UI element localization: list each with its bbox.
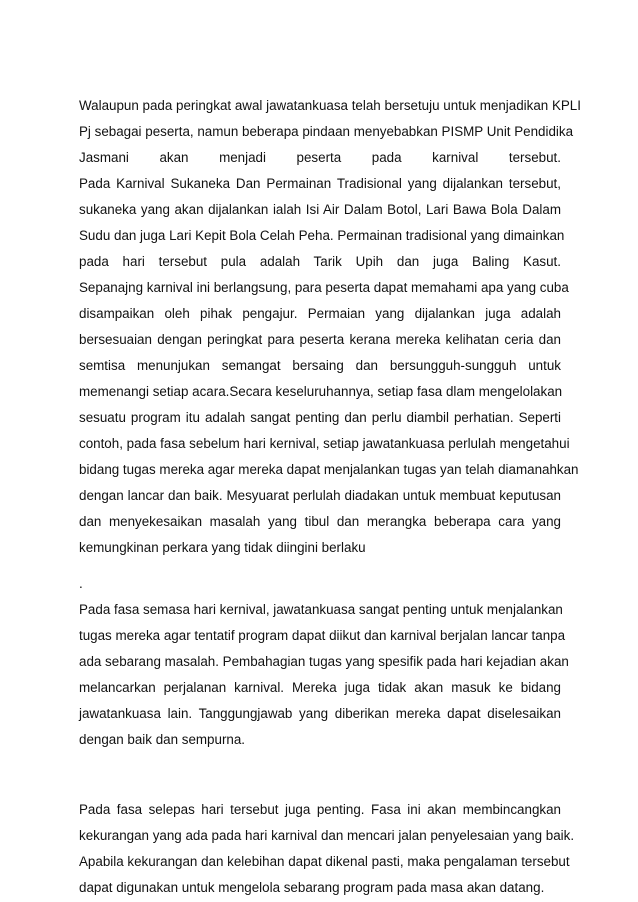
document-page <box>79 93 581 901</box>
text-line: Pj sebagai peserta, namun beberapa pindaan menyebabkan PISMP Unit Pendidika <box>79 124 574 139</box>
text-line: jawatankuasa lain. Tanggungjawab yang diberikan mereka dapat diselesaikan <box>79 706 561 721</box>
text-line: pada hari tersebut pula adalah Tarik Upih dan juga Baling Kasut. <box>79 254 561 269</box>
text-line: Jasmani akan menjadi peserta pada karnival tersebut. <box>79 150 561 165</box>
text-line: semtisa menunjukan semangat bersaing dan bersungguh-sungguh untuk <box>79 358 561 373</box>
text-line: contoh, pada fasa sebelum hari kernival, setiap jawatankuasa perlulah mengetahui <box>79 436 570 451</box>
separator-dot: . <box>79 576 83 591</box>
text-line: melancarkan perjalanan karnival. Mereka juga tidak akan masuk ke bidang <box>79 680 561 695</box>
text-line: sesuatu program itu adalah sangat penting dan perlu diambil perhatian. Seperti <box>79 410 561 425</box>
text-line: Pada fasa semasa hari kernival, jawatankuasa sangat penting untuk menjalankan <box>79 602 563 617</box>
text-line: kekurangan yang ada pada hari karnival dan mencari jalan penyelesaian yang baik. <box>79 828 575 843</box>
text-line: dengan baik dan sempurna. <box>79 732 246 747</box>
text-line: disampaikan oleh pihak pengajur. Permaian yang dijalankan juga adalah <box>79 306 561 321</box>
paragraph-3 <box>79 797 575 901</box>
paragraph-2 <box>79 597 569 753</box>
text-line: memenangi setiap acara.Secara keseluruhannya, setiap fasa dlam mengelolakan <box>79 384 563 399</box>
text-line: Apabila kekurangan dan kelebihan dapat dikenal pasti, maka pengalaman tersebut <box>79 854 570 869</box>
text-line: bidang tugas mereka agar mereka dapat menjalankan tugas yan telah diamanahkan <box>79 462 579 477</box>
paragraph-1 <box>79 93 581 561</box>
text-line: Sepanajng karnival ini berlangsung, para peserta dapat memahami apa yang cuba <box>79 280 569 295</box>
text-line: sukaneka yang akan dijalankan ialah Isi Air Dalam Botol, Lari Bawa Bola Dalam <box>79 202 561 217</box>
text-line: bersesuaian dengan peringkat para peserta kerana mereka kelihatan ceria dan <box>79 332 561 347</box>
text-line: Pada fasa selepas hari tersebut juga penting. Fasa ini akan membincangkan <box>79 802 561 817</box>
text-line: tugas mereka agar tentatif program dapat diikut dan karnival berjalan lancar tanpa <box>79 628 566 643</box>
text-line: ada sebarang masalah. Pembahagian tugas yang spesifik pada hari kejadian akan <box>79 654 569 669</box>
text-line: Sudu dan juga Lari Kepit Bola Celah Peha. Permainan tradisional yang dimainkan <box>79 228 565 243</box>
text-line: dan menyekesaikan masalah yang tibul dan merangka beberapa cara yang <box>79 514 561 529</box>
text-line: dengan lancar dan baik. Mesyuarat perlulah diadakan untuk membuat keputusan <box>79 488 561 503</box>
text-line: Pada Karnival Sukaneka Dan Permainan Tradisional yang dijalankan tersebut, <box>79 176 561 191</box>
text-line: Walaupun pada peringkat awal jawatankuasa telah bersetuju untuk menjadikan KPLI <box>79 98 581 113</box>
text-line: kemungkinan perkara yang tidak diingini berlaku <box>79 540 366 555</box>
text-line: dapat digunakan untuk mengelola sebarang program pada masa akan datang. <box>79 880 545 895</box>
